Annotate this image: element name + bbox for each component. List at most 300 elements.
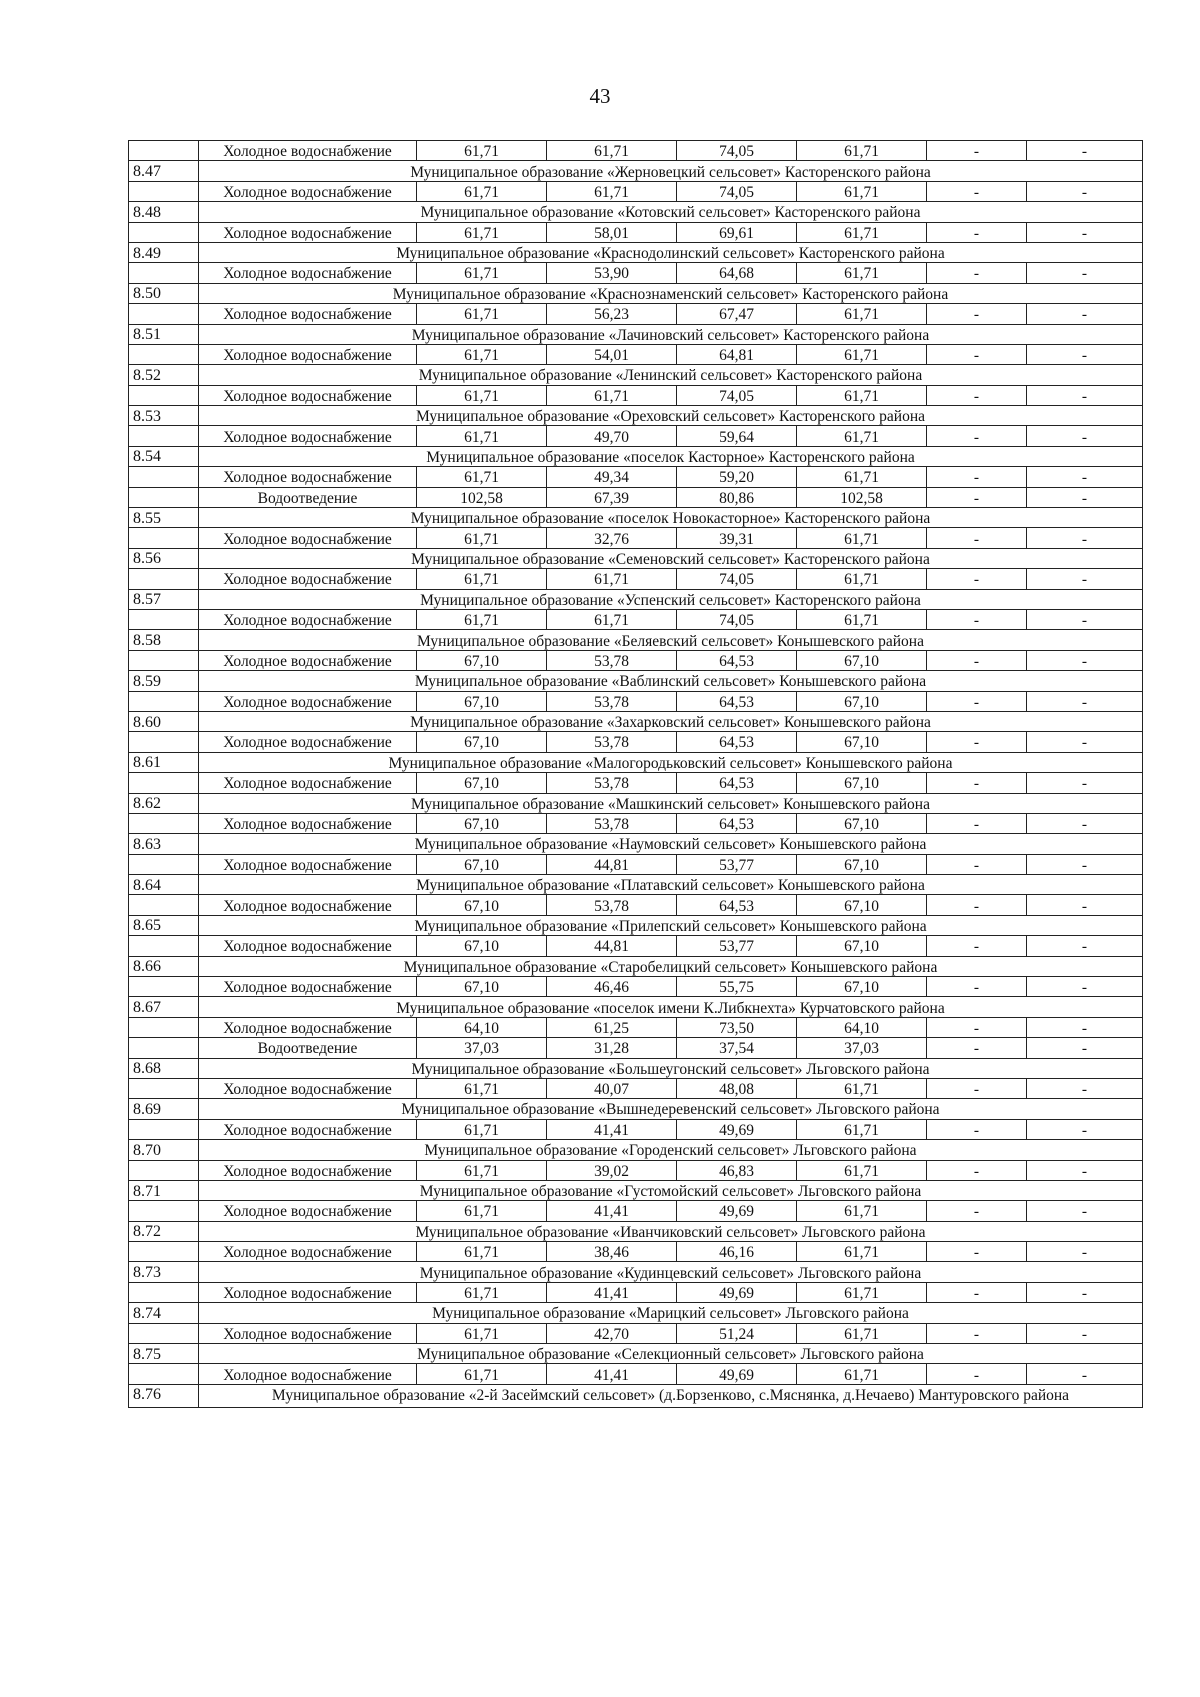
tariff-dash: - [927,813,1027,833]
service-name: Холодное водоснабжение [199,650,417,670]
municipality-title: Муниципальное образование «Иванчиковский сельсовет» Льговского района [199,1221,1143,1241]
tariff-dash: - [1027,1364,1143,1384]
municipality-row [129,956,1143,976]
tariff-dash: - [1027,1323,1143,1343]
row-number: 8.70 [129,1140,199,1160]
service-name: Холодное водоснабжение [199,263,417,283]
service-row [129,304,1143,324]
tariff-dash: - [1027,181,1143,201]
municipality-row [129,875,1143,895]
tariff-value: 67,10 [797,854,927,874]
page-number: 43 [589,84,611,108]
row-number: 8.71 [129,1180,199,1200]
tariff-value: 64,10 [417,1017,547,1037]
municipality-title: Муниципальное образование «Ореховский сельсовет» Касторенского района [199,406,1143,426]
service-name: Холодное водоснабжение [199,854,417,874]
service-name: Холодное водоснабжение [199,141,417,161]
tariff-dash: - [1027,650,1143,670]
tariff-dash: - [1027,854,1143,874]
tariff-dash: - [1027,691,1143,711]
tariff-value: 53,78 [547,650,677,670]
empty-number-cell [129,222,199,242]
empty-number-cell [129,1282,199,1302]
tariff-value: 41,41 [547,1201,677,1221]
service-name: Холодное водоснабжение [199,1242,417,1262]
tariff-value: 61,71 [417,1119,547,1139]
service-name: Холодное водоснабжение [199,1119,417,1139]
municipality-title: Муниципальное образование «2-й Засеймский сельсовет» (д.Борзенково, с.Мяснянка, д.Нечаево) Мантуровского района [199,1384,1143,1407]
service-row [129,936,1143,956]
service-name: Холодное водоснабжение [199,691,417,711]
tariff-value: 61,71 [797,1119,927,1139]
tariff-value: 61,71 [797,467,927,487]
service-row [129,1078,1143,1098]
tariff-dash: - [927,936,1027,956]
tariff-value: 61,71 [797,1078,927,1098]
empty-number-cell [129,467,199,487]
tariff-value: 61,71 [417,426,547,446]
row-number: 8.74 [129,1303,199,1323]
service-name: Холодное водоснабжение [199,467,417,487]
tariff-value: 54,01 [547,344,677,364]
service-row [129,813,1143,833]
tariff-value: 61,71 [417,1078,547,1098]
tariff-value: 74,05 [677,569,797,589]
service-row [129,1201,1143,1221]
tariff-value: 46,46 [547,977,677,997]
municipality-row [129,1262,1143,1282]
tariff-dash: - [1027,1242,1143,1262]
empty-number-cell [129,609,199,629]
tariff-dash: - [927,1038,1027,1058]
service-row [129,385,1143,405]
tariff-value: 74,05 [677,385,797,405]
tariff-dash: - [927,1119,1027,1139]
service-row [129,609,1143,629]
tariff-value: 38,46 [547,1242,677,1262]
tariff-dash: - [927,569,1027,589]
tariff-value: 67,10 [417,691,547,711]
empty-number-cell [129,487,199,507]
service-name: Холодное водоснабжение [199,344,417,364]
service-row [129,650,1143,670]
municipality-title: Муниципальное образование «Ваблинский сельсовет» Конышевского района [199,671,1143,691]
service-name: Холодное водоснабжение [199,385,417,405]
tariff-value: 61,71 [797,304,927,324]
tariff-value: 61,71 [417,141,547,161]
tariff-value: 61,71 [417,385,547,405]
tariff-value: 37,03 [797,1038,927,1058]
row-number: 8.67 [129,997,199,1017]
tariff-value: 39,02 [547,1160,677,1180]
tariff-value: 61,71 [797,426,927,446]
tariff-value: 56,23 [547,304,677,324]
service-name: Холодное водоснабжение [199,1201,417,1221]
service-row [129,263,1143,283]
tariff-value: 48,08 [677,1078,797,1098]
tariff-value: 61,71 [417,1364,547,1384]
municipality-row [129,671,1143,691]
service-name: Холодное водоснабжение [199,609,417,629]
row-number: 8.75 [129,1344,199,1364]
tariff-value: 61,71 [797,344,927,364]
municipality-title: Муниципальное образование «Городенский сельсовет» Льговского района [199,1140,1143,1160]
row-number: 8.56 [129,548,199,568]
tariff-value: 37,03 [417,1038,547,1058]
tariff-dash: - [1027,732,1143,752]
municipality-row [129,1099,1143,1119]
tariff-value: 61,71 [797,181,927,201]
tariff-value: 53,78 [547,691,677,711]
row-number: 8.64 [129,875,199,895]
service-name: Холодное водоснабжение [199,1017,417,1037]
row-number: 8.48 [129,202,199,222]
tariff-value: 61,71 [417,263,547,283]
tariff-dash: - [1027,1078,1143,1098]
service-row [129,895,1143,915]
municipality-title: Муниципальное образование «Большеугонский сельсовет» Льговского района [199,1058,1143,1078]
service-name: Холодное водоснабжение [199,569,417,589]
service-row [129,773,1143,793]
tariff-value: 64,53 [677,650,797,670]
tariff-dash: - [927,344,1027,364]
tariff-value: 61,71 [797,1323,927,1343]
tariff-value: 49,69 [677,1282,797,1302]
tariff-value: 51,24 [677,1323,797,1343]
municipality-row [129,324,1143,344]
tariff-value: 64,53 [677,813,797,833]
service-row [129,732,1143,752]
tariff-value: 67,10 [797,895,927,915]
municipality-title: Муниципальное образование «Густомойский сельсовет» Льговского района [199,1180,1143,1200]
tariff-dash: - [1027,1119,1143,1139]
tariff-value: 61,71 [417,467,547,487]
tariff-value: 61,71 [417,181,547,201]
empty-number-cell [129,1017,199,1037]
tariff-value: 44,81 [547,854,677,874]
tariff-value: 67,39 [547,487,677,507]
tariff-value: 61,71 [417,1323,547,1343]
service-row [129,222,1143,242]
tariff-value: 61,71 [797,1160,927,1180]
municipality-row [129,202,1143,222]
municipality-row [129,1140,1143,1160]
municipality-title: Муниципальное образование «Лачиновский сельсовет» Касторенского района [199,324,1143,344]
tariff-value: 102,58 [417,487,547,507]
row-number: 8.50 [129,283,199,303]
tariff-dash: - [1027,1038,1143,1058]
tariff-value: 31,28 [547,1038,677,1058]
row-number: 8.55 [129,508,199,528]
tariff-value: 53,78 [547,895,677,915]
tariff-dash: - [1027,467,1143,487]
tariff-dash: - [927,1323,1027,1343]
tariff-value: 61,71 [547,569,677,589]
municipality-row [129,508,1143,528]
empty-number-cell [129,426,199,446]
tariff-dash: - [927,1201,1027,1221]
empty-number-cell [129,1038,199,1058]
municipality-row [129,915,1143,935]
tariff-value: 61,71 [417,304,547,324]
empty-number-cell [129,773,199,793]
municipality-row [129,1058,1143,1078]
tariff-dash: - [927,141,1027,161]
tariff-value: 53,77 [677,854,797,874]
municipality-row [129,365,1143,385]
service-row [129,528,1143,548]
empty-number-cell [129,1078,199,1098]
tariff-value: 64,53 [677,773,797,793]
tariff-dash: - [927,1017,1027,1037]
empty-number-cell [129,650,199,670]
tariff-value: 64,10 [797,1017,927,1037]
tariff-dash: - [927,773,1027,793]
municipality-title: Муниципальное образование «Малогородьковский сельсовет» Конышевского района [199,752,1143,772]
tariff-value: 67,10 [417,650,547,670]
municipality-title: Муниципальное образование «Прилепский сельсовет» Конышевского района [199,915,1143,935]
service-name: Холодное водоснабжение [199,936,417,956]
service-name: Холодное водоснабжение [199,1160,417,1180]
tariff-value: 61,71 [797,1201,927,1221]
tariff-dash: - [927,1078,1027,1098]
tariff-value: 61,71 [417,1201,547,1221]
municipality-row [129,1384,1143,1407]
municipality-row [129,793,1143,813]
tariff-value: 67,10 [417,895,547,915]
tariff-dash: - [927,487,1027,507]
tariff-dash: - [927,732,1027,752]
tariff-value: 61,71 [797,1242,927,1262]
municipality-title: Муниципальное образование «Машкинский сельсовет» Конышевского района [199,793,1143,813]
service-name: Холодное водоснабжение [199,1078,417,1098]
row-number: 8.58 [129,630,199,650]
row-number: 8.72 [129,1221,199,1241]
tariff-dash: - [1027,344,1143,364]
tariff-dash: - [1027,569,1143,589]
tariff-value: 67,10 [417,936,547,956]
tariff-value: 61,71 [547,141,677,161]
empty-number-cell [129,528,199,548]
service-name: Водоотведение [199,1038,417,1058]
municipality-title: Муниципальное образование «Жерновецкий сельсовет» Касторенского района [199,161,1143,181]
tariff-dash: - [927,1282,1027,1302]
tariff-table [128,140,1143,1408]
tariff-dash: - [927,609,1027,629]
municipality-title: Муниципальное образование «Ленинский сельсовет» Касторенского района [199,365,1143,385]
tariff-value: 74,05 [677,609,797,629]
tariff-value: 61,71 [547,609,677,629]
tariff-value: 61,71 [797,385,927,405]
row-number: 8.54 [129,446,199,466]
empty-number-cell [129,141,199,161]
service-name: Холодное водоснабжение [199,732,417,752]
tariff-value: 67,47 [677,304,797,324]
tariff-value: 61,71 [417,528,547,548]
municipality-row [129,1303,1143,1323]
tariff-dash: - [927,977,1027,997]
service-row [129,854,1143,874]
municipality-title: Муниципальное образование «Захарковский сельсовет» Конышевского района [199,711,1143,731]
tariff-dash: - [927,1160,1027,1180]
tariff-value: 42,70 [547,1323,677,1343]
empty-number-cell [129,304,199,324]
tariff-value: 64,81 [677,344,797,364]
tariff-value: 80,86 [677,487,797,507]
tariff-value: 61,71 [417,222,547,242]
service-name: Холодное водоснабжение [199,1282,417,1302]
service-name: Холодное водоснабжение [199,181,417,201]
tariff-value: 49,69 [677,1201,797,1221]
tariff-value: 67,10 [417,773,547,793]
row-number: 8.66 [129,956,199,976]
tariff-value: 61,71 [797,1282,927,1302]
row-number: 8.69 [129,1099,199,1119]
tariff-dash: - [1027,426,1143,446]
municipality-title: Муниципальное образование «Селекционный сельсовет» Льговского района [199,1344,1143,1364]
tariff-value: 61,71 [417,1282,547,1302]
tariff-value: 32,76 [547,528,677,548]
row-number: 8.47 [129,161,199,181]
tariff-value: 61,71 [797,263,927,283]
row-number: 8.61 [129,752,199,772]
tariff-value: 46,83 [677,1160,797,1180]
municipality-title: Муниципальное образование «Семеновский сельсовет» Касторенского района [199,548,1143,568]
tariff-dash: - [927,895,1027,915]
tariff-dash: - [1027,813,1143,833]
municipality-row [129,446,1143,466]
tariff-value: 74,05 [677,141,797,161]
tariff-value: 61,71 [797,528,927,548]
tariff-value: 49,69 [677,1364,797,1384]
service-name: Водоотведение [199,487,417,507]
tariff-value: 74,05 [677,181,797,201]
municipality-row [129,1221,1143,1241]
service-row [129,181,1143,201]
empty-number-cell [129,1242,199,1262]
empty-number-cell [129,977,199,997]
service-name: Холодное водоснабжение [199,222,417,242]
municipality-title: Муниципальное образование «Кудинцевский сельсовет» Льговского района [199,1262,1143,1282]
tariff-value: 53,78 [547,732,677,752]
tariff-dash: - [1027,936,1143,956]
empty-number-cell [129,263,199,283]
tariff-value: 61,71 [417,1160,547,1180]
empty-number-cell [129,344,199,364]
service-name: Холодное водоснабжение [199,426,417,446]
service-row [129,569,1143,589]
tariff-value: 53,90 [547,263,677,283]
tariff-value: 61,71 [417,1242,547,1262]
municipality-row [129,548,1143,568]
tariff-value: 61,71 [797,569,927,589]
tariff-dash: - [927,426,1027,446]
empty-number-cell [129,1323,199,1343]
municipality-row [129,1180,1143,1200]
table-body [129,141,1143,1408]
municipality-row [129,589,1143,609]
empty-number-cell [129,691,199,711]
tariff-value: 46,16 [677,1242,797,1262]
row-number: 8.59 [129,671,199,691]
row-number: 8.52 [129,365,199,385]
service-row [129,977,1143,997]
tariff-dash: - [1027,1201,1143,1221]
tariff-dash: - [1027,1160,1143,1180]
empty-number-cell [129,1160,199,1180]
tariff-value: 59,20 [677,467,797,487]
tariff-value: 64,53 [677,691,797,711]
tariff-dash: - [927,854,1027,874]
service-row [129,344,1143,364]
tariff-dash: - [927,385,1027,405]
service-row [129,1323,1143,1343]
municipality-row [129,242,1143,262]
tariff-value: 61,71 [417,344,547,364]
service-row [129,1160,1143,1180]
tariff-value: 41,41 [547,1282,677,1302]
tariff-value: 40,07 [547,1078,677,1098]
municipality-title: Муниципальное образование «Вышнедеревенский сельсовет» Льговского района [199,1099,1143,1119]
municipality-title: Муниципальное образование «Наумовский сельсовет» Конышевского района [199,834,1143,854]
service-row [129,1364,1143,1384]
tariff-dash: - [927,528,1027,548]
tariff-value: 53,77 [677,936,797,956]
service-row [129,691,1143,711]
municipality-title: Муниципальное образование «Беляевский сельсовет» Конышевского района [199,630,1143,650]
row-number: 8.63 [129,834,199,854]
row-number: 8.65 [129,915,199,935]
service-name: Холодное водоснабжение [199,304,417,324]
service-row [129,487,1143,507]
municipality-row [129,161,1143,181]
row-number: 8.73 [129,1262,199,1282]
tariff-value: 61,25 [547,1017,677,1037]
tariff-dash: - [927,304,1027,324]
municipality-title: Муниципальное образование «Успенский сельсовет» Касторенского района [199,589,1143,609]
tariff-value: 61,71 [797,222,927,242]
tariff-dash: - [927,1242,1027,1262]
tariff-value: 67,10 [417,732,547,752]
empty-number-cell [129,181,199,201]
empty-number-cell [129,854,199,874]
service-name: Холодное водоснабжение [199,813,417,833]
service-name: Холодное водоснабжение [199,528,417,548]
tariff-value: 59,64 [677,426,797,446]
tariff-dash: - [1027,263,1143,283]
tariff-dash: - [927,263,1027,283]
empty-number-cell [129,813,199,833]
service-row [129,1017,1143,1037]
row-number: 8.49 [129,242,199,262]
tariff-value: 67,10 [797,691,927,711]
tariff-value: 67,10 [797,773,927,793]
service-row [129,1038,1143,1058]
tariff-dash: - [1027,1282,1143,1302]
service-row [129,141,1143,161]
tariff-value: 61,71 [417,569,547,589]
tariff-value: 61,71 [797,609,927,629]
tariff-value: 39,31 [677,528,797,548]
row-number: 8.62 [129,793,199,813]
tariff-value: 67,10 [797,732,927,752]
tariff-value: 41,41 [547,1364,677,1384]
tariff-value: 67,10 [797,813,927,833]
tariff-value: 49,70 [547,426,677,446]
row-number: 8.76 [129,1384,199,1407]
tariff-value: 67,10 [417,854,547,874]
tariff-value: 41,41 [547,1119,677,1139]
